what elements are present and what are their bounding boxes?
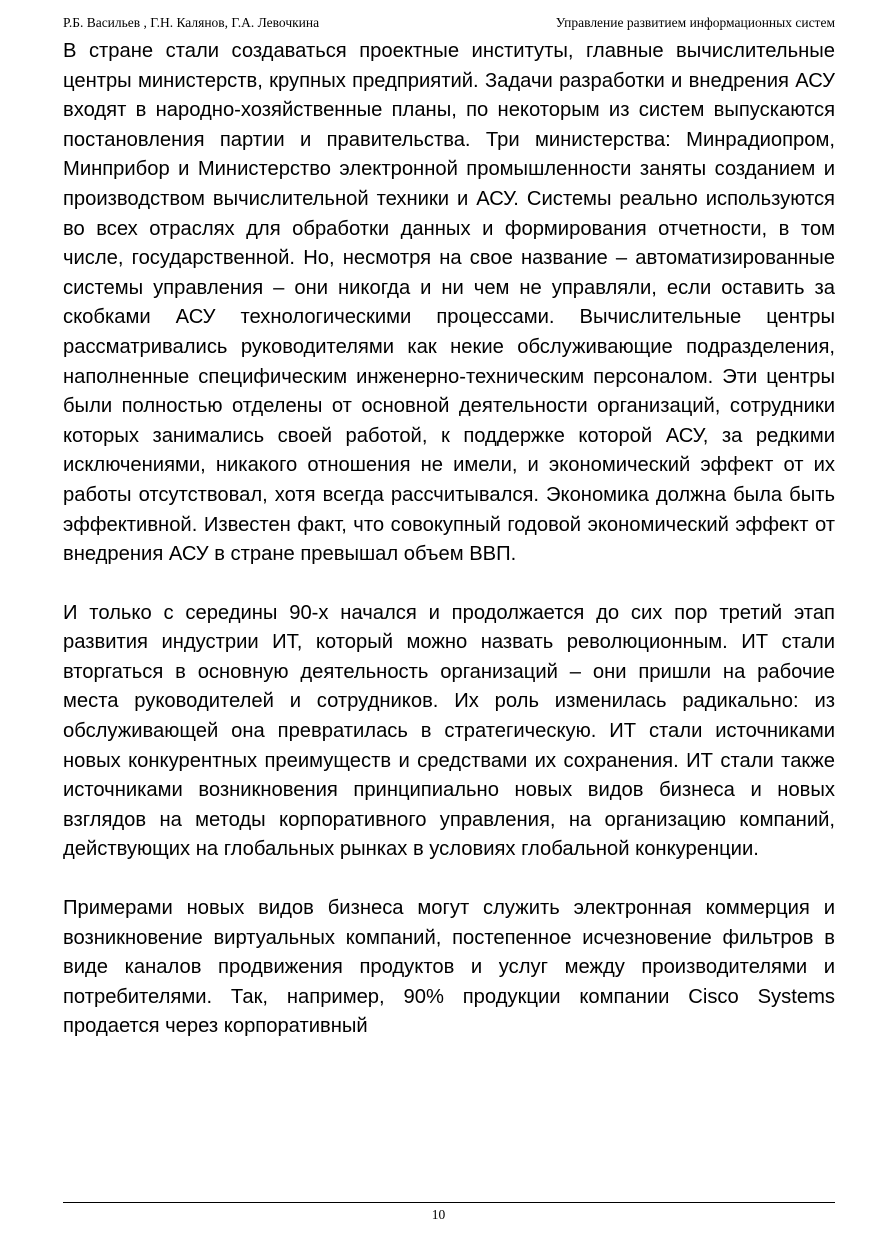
header-authors: Р.Б. Васильев , Г.Н. Калянов, Г.А. Левочкина — [63, 15, 320, 30]
page-body — [63, 37, 835, 1042]
footer-divider — [63, 1202, 835, 1203]
paragraph-3: Примерами новых видов бизнеса могут служить электронная коммерция и возникновение виртуальных компаний, постепенное исчезновение фильтров в виде каналов продвижения продуктов и услуг между производителями и потребителями. Так, например, 90% продукции компании Cisco Systems продается через корпоративный — [63, 897, 835, 1038]
header-title: Управление развитием информационных систем — [555, 15, 835, 30]
paragraph-2: И только с середины 90-х начался и продолжается до сих пор третий этап развития индустрии ИТ, который можно назвать революционным. ИТ стали вторгаться в основную деятельность организаций – они пришли на рабочие места руководителей и сотрудников. Их роль изменилась радикально: из обслуживающей она превратилась в стратегическую. ИТ стали источниками новых конкурентных преимуществ и средствами их сохранения. ИТ стали также источниками возникновения принципиально новых видов бизнеса и новых взглядов на методы корпоративного управления, на организацию компаний, действующих на глобальных рынках в условиях глобальной конкуренции. — [63, 601, 835, 861]
paragraph-1: В стране стали создаваться проектные институты, главные вычислительные центры министерств, крупных предприятий. Задачи разработки и внедрения АСУ входят в народно-хозяйственные планы, по некоторым из систем выпускаются постановления партии и правительства. Три министерства: Минрадиопром, Минприбор и Министерство электронной промышленности заняты созданием и производством вычислительной техники и АСУ. Системы реально используются во всех отраслях для обработки данных и формирования отчетности, в том числе, государственной. Но, несмотря на свое название – автоматизированные системы управления – они никогда и ни чем не управляли, если оставить за скобками АСУ технологическими процессами. Вычислительные центры рассматривались руководителями как некие обслуживающие подразделения, наполненные специфическим инженерно-техническим персоналом. Эти центры были полностью отделены от основной деятельности организаций, сотрудники которых занимались своей работой, к поддержке которой АСУ, за редкими исключениями, никакого отношения не имели, и экономический эффект от их работы отсутствовал, хотя всегда рассчитывался. Экономика должна была быть эффективной. Известен факт, что совокупный годовой экономический эффект от внедрения АСУ в стране превышал объем ВВП. — [63, 40, 835, 566]
page-header — [63, 15, 835, 35]
page-number: 10 — [431, 1207, 446, 1222]
